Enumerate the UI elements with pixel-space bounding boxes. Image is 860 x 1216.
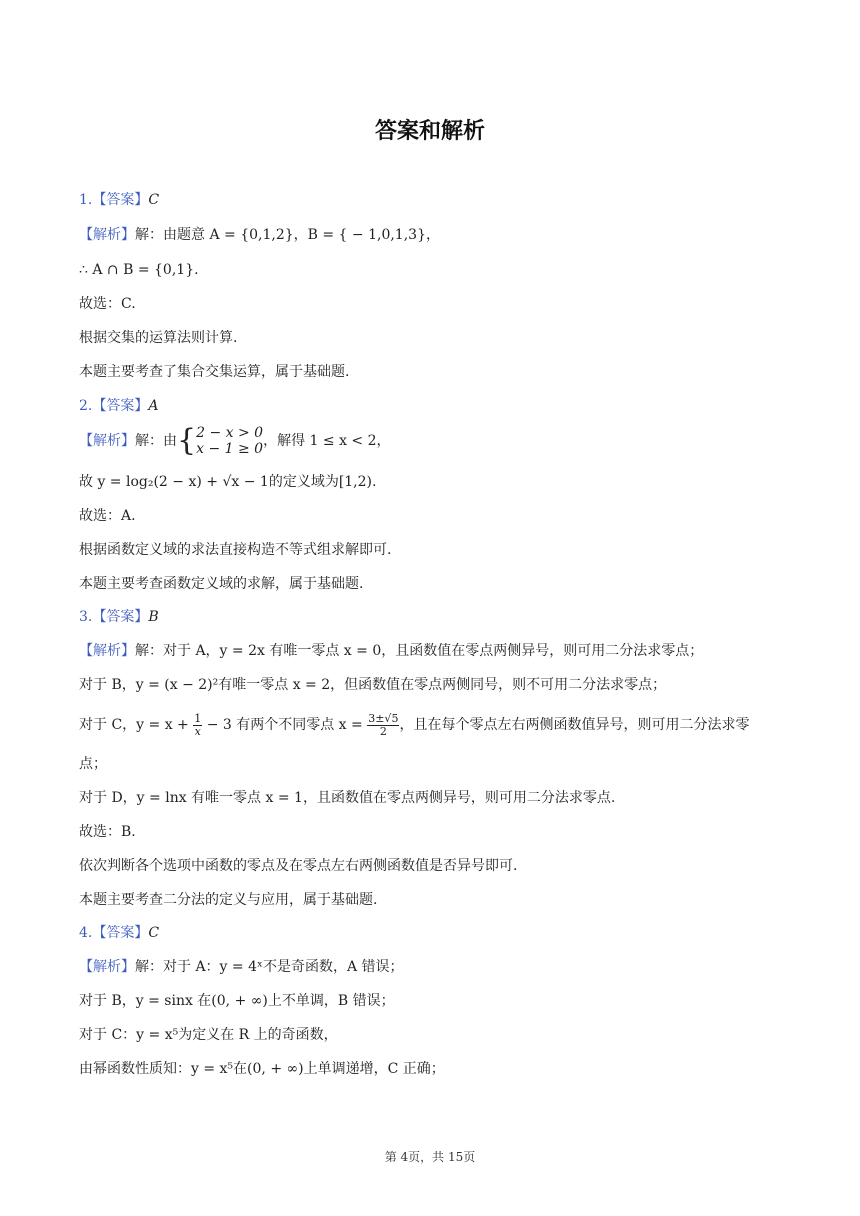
q3-line-6: 故选：B. — [79, 824, 136, 840]
q4-answer-value: C — [148, 925, 160, 941]
q1-line-5: 本题主要考查了集合交集运算，属于基础题. — [79, 364, 350, 380]
q2-line-3: 故选：A. — [79, 508, 136, 524]
q3-line-3-a: 对于 C，y = x + — [79, 717, 189, 733]
inequality-1: 2 − x > 0 — [196, 425, 264, 441]
inequality-2: x − 1 ≥ 0 — [196, 441, 264, 457]
q4-analysis-tag: 【解析】 — [79, 959, 135, 975]
page-title: 答案和解析 — [374, 119, 485, 144]
q4-line-3: 对于 C：y = x⁵为定义在 R 上的奇函数， — [79, 1027, 338, 1043]
q4-analysis-line-1 — [79, 957, 404, 977]
q2-analysis-line-1 — [79, 424, 391, 458]
q2-line-2: 故 y = log₂(2 − x) + √x − 1的定义域为[1,2). — [79, 474, 377, 490]
q3-answer-line — [79, 607, 159, 627]
q4-analysis-text: 解：对于 A：y = 4ˣ不是奇函数，A 错误； — [135, 959, 404, 975]
q3-line-3-b: − 3 有两个不同零点 x = — [206, 717, 363, 733]
q2-analysis-text-a: 解：由 — [135, 433, 177, 449]
fraction-roots — [367, 713, 399, 738]
q4-answer-head: 4.【答案】 — [79, 925, 149, 941]
q2-line-4: 根据函数定义域的求法直接构造不等式组求解即可. — [79, 542, 392, 558]
q3-analysis-line-1 — [79, 641, 703, 661]
q1-line-3: 故选：C. — [79, 296, 136, 312]
inequality-system — [196, 425, 263, 457]
q1-analysis-line-1 — [79, 225, 440, 245]
q3-analysis-tag: 【解析】 — [79, 643, 135, 659]
q3-line-4: 点； — [79, 756, 107, 772]
q1-analysis-text: 解：由题意 A = {0,1,2}，B = { − 1,0,1,3}， — [135, 227, 440, 243]
q2-answer-head: 2.【答案】 — [79, 398, 149, 414]
brace-symbol: { — [177, 423, 197, 458]
q3-answer-value: B — [148, 609, 159, 625]
q4-line-4: 由幂函数性质知：y = x⁵在(0, + ∞)上单调递增，C 正确； — [79, 1061, 445, 1077]
q2-analysis-tag: 【解析】 — [79, 433, 135, 449]
q3-analysis-text: 解：对于 A，y = 2x 有唯一零点 x = 0，且函数值在零点两侧异号，则可用二分法求零点； — [135, 643, 704, 659]
q2-answer-line — [79, 396, 158, 416]
q1-line-4: 根据交集的运算法则计算. — [79, 330, 238, 346]
q3-line-2: 对于 B，y = (x − 2)²有唯一零点 x = 2，但函数值在零点两侧同号，则不可用二分法求零点； — [79, 677, 667, 693]
q1-analysis-tag: 【解析】 — [79, 227, 135, 243]
q3-line-3 — [79, 708, 749, 742]
q3-line-8: 本题主要考查二分法的定义与应用，属于基础题. — [79, 892, 378, 908]
q2-analysis-text-b: ，解得 1 ≤ x < 2， — [263, 433, 391, 449]
q3-answer-head: 3.【答案】 — [79, 609, 149, 625]
fraction-denominator: 2 — [379, 724, 387, 738]
fraction-numerator: 1 — [194, 711, 202, 725]
q1-answer-head: 1.【答案】 — [79, 192, 149, 208]
q3-line-7: 依次判断各个选项中函数的零点及在零点左右两侧函数值是否异号即可. — [79, 858, 518, 874]
fraction-denominator: x — [194, 724, 201, 738]
fraction-numerator: 3±√5 — [368, 711, 399, 725]
q2-line-5: 本题主要考查函数定义域的求解，属于基础题. — [79, 576, 364, 592]
q2-answer-value: A — [148, 398, 159, 414]
q1-answer-value: C — [148, 192, 160, 208]
q4-line-2: 对于 B，y = sinx 在(0, + ∞)上不单调，B 错误； — [79, 993, 395, 1009]
q3-line-5: 对于 D，y = lnx 有唯一零点 x = 1，且函数值在零点两侧异号，则可用二分法求零点. — [79, 790, 616, 806]
page-footer: 第 4页，共 15页 — [384, 1150, 476, 1164]
q1-line-2: ∴ A ∩ B = {0,1}. — [79, 262, 199, 278]
q1-answer-line — [79, 190, 159, 210]
q4-answer-line — [79, 923, 159, 943]
q3-line-3-c: ，且在每个零点左右两侧函数值异号，则可用二分法求零 — [399, 717, 750, 733]
fraction-one-over-x — [193, 713, 202, 738]
